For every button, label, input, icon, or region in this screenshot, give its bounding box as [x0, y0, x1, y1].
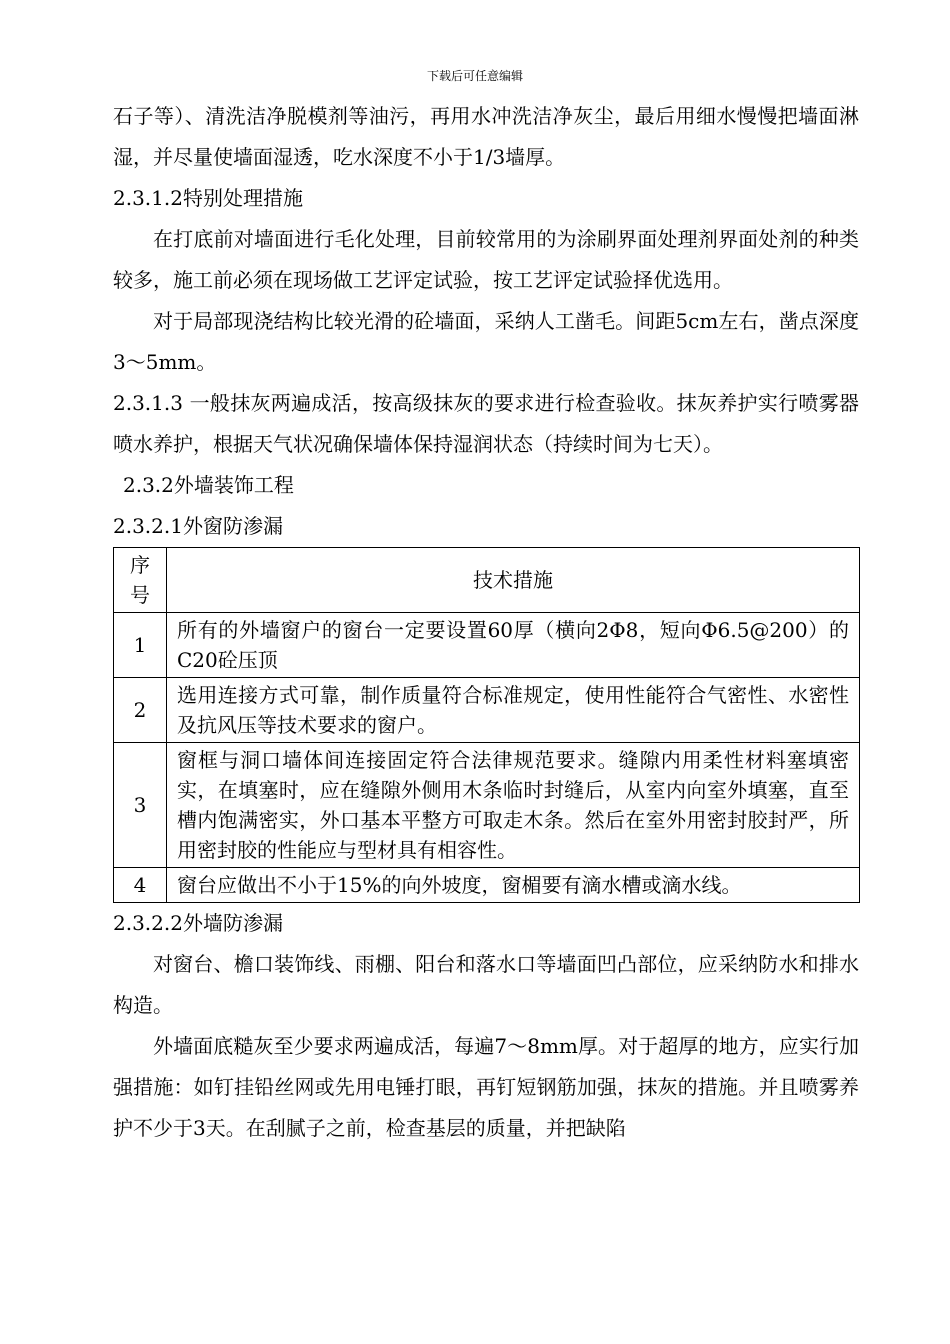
- section-heading: 2.3.1.2特别处理措施: [113, 186, 303, 210]
- paragraph: 在打底前对墙面进行毛化处理，目前较常用的为涂刷界面处理剂界面处剂的种类较多，施工前必须在现场做工艺评定试验，按工艺评定试验择优选用。: [113, 227, 859, 292]
- row-number: 2: [114, 678, 167, 743]
- paragraph: 对于局部现浇结构比较光滑的砼墙面，采纳人工凿毛。间距5cm左右，凿点深度3～5mm。: [113, 309, 859, 374]
- section-heading: 2.3.2.2外墙防渗漏: [113, 911, 283, 935]
- row-number: 4: [114, 868, 167, 903]
- column-header-number: 序号: [114, 548, 167, 613]
- row-number: 1: [114, 613, 167, 678]
- row-measure: 窗框与洞口墙体间连接固定符合法律规范要求。缝隙内用柔性材料塞填密实，在填塞时，应在缝隙外侧用木条临时封缝后，从室内向室外填塞，直至槽内饱满密实，外口基本平整方可取走木条。然后在室外用密封胶封严，所用密封胶的性能应与型材具有相容性。: [167, 743, 860, 868]
- table-row: [114, 678, 860, 743]
- paragraph: 对窗台、檐口装饰线、雨棚、阳台和落水口等墙面凹凸部位，应采纳防水和排水构造。: [113, 952, 859, 1017]
- measures-table: [113, 547, 860, 903]
- row-measure: 选用连接方式可靠，制作质量符合标准规定，使用性能符合气密性、水密性及抗风压等技术要求的窗户。: [167, 678, 860, 743]
- paragraph: 2.3.1.3 一般抹灰两遍成活，按高级抹灰的要求进行检查验收。抹灰养护实行喷雾器喷水养护，根据天气状况确保墙体保持湿润状态（持续时间为七天）。: [113, 391, 859, 456]
- paragraph: 外墙面底糙灰至少要求两遍成活，每遍7～8mm厚。对于超厚的地方，应实行加强措施：如钉挂铅丝网或先用电锤打眼，再钉短钢筋加强，抹灰的措施。并且喷雾养护不少于3天。在刮腻子之前，检查基层的质量，并把缺陷: [113, 1034, 859, 1140]
- page-header: 下载后可任意编辑: [426, 69, 523, 83]
- document-body: [113, 96, 859, 1149]
- section-heading: 2.3.2外墙装饰工程: [123, 473, 294, 497]
- table-row: [114, 868, 860, 903]
- row-measure: 所有的外墙窗户的窗台一定要设置60厚（横向2Φ8，短向Φ6.5@200）的C20砼压顶: [167, 613, 860, 678]
- section-heading: 2.3.2.1外窗防渗漏: [113, 514, 283, 538]
- column-header-measure: 技术措施: [167, 548, 860, 613]
- paragraph: 石子等）、清洗洁净脱模剂等油污，再用水冲洗洁净灰尘，最后用细水慢慢把墙面淋湿，并尽量使墙面湿透，吃水深度不小于1/3墙厚。: [113, 104, 859, 169]
- row-number: 3: [114, 743, 167, 868]
- table-row: [114, 613, 860, 678]
- row-measure: 窗台应做出不小于15%的向外坡度，窗楣要有滴水槽或滴水线。: [167, 868, 860, 903]
- table-row: [114, 743, 860, 868]
- table-header-row: [114, 548, 860, 613]
